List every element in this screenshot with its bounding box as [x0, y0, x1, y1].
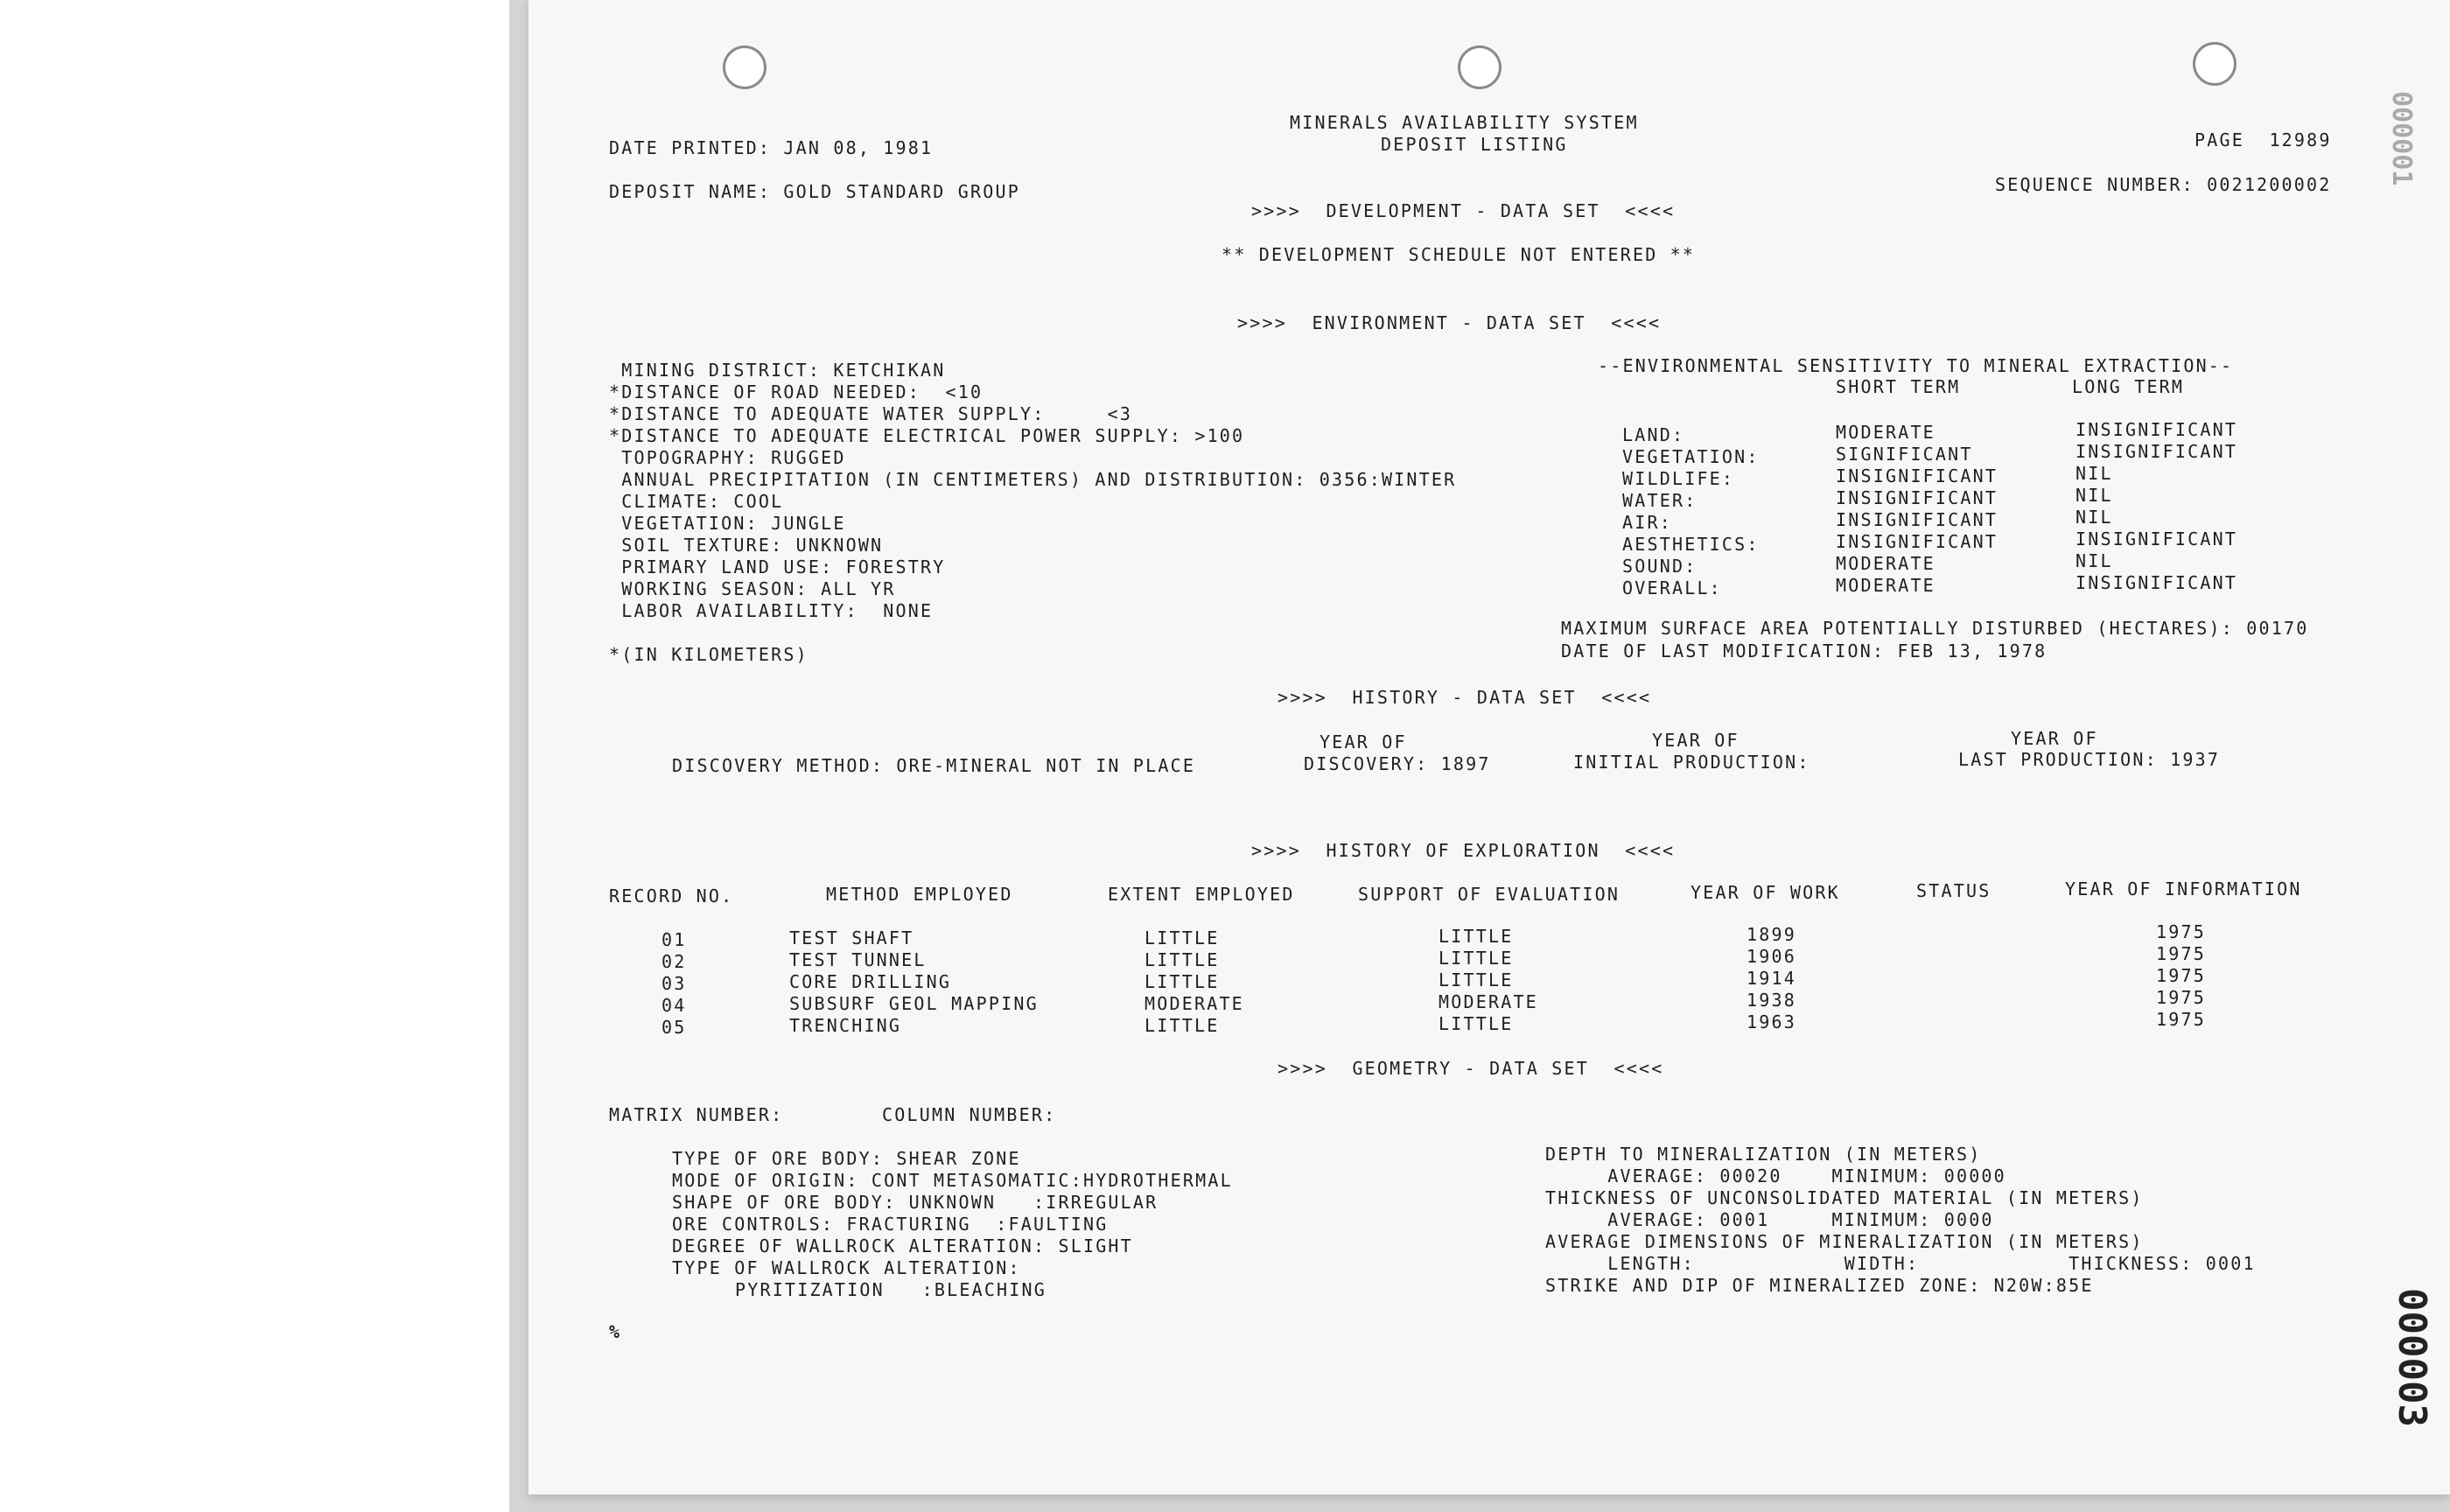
geometry-line: DEGREE OF WALLROCK ALTERATION: SLIGHT [672, 1236, 1133, 1256]
margin-stamp-top: 000001 [2386, 91, 2417, 186]
environment-heading: >>>> ENVIRONMENT - DATA SET <<<< [1237, 312, 1662, 333]
sensitivity-label: AESTHETICS: [1622, 534, 1760, 555]
record-no: 02 [662, 951, 687, 972]
last-modification: DATE OF LAST MODIFICATION: FEB 13, 1978 [1561, 640, 2048, 662]
geometry-measure: AVERAGE: 00020 MINIMUM: 00000 [1545, 1166, 2006, 1186]
environment-line: TOPOGRAPHY: RUGGED [609, 447, 846, 468]
environment-line: *DISTANCE TO ADEQUATE ELECTRICAL POWER SUPPLY: >100 [609, 425, 1245, 446]
date-printed: DATE PRINTED: JAN 08, 1981 [609, 137, 934, 158]
kilometers-footnote: *(IN KILOMETERS) [609, 644, 808, 665]
geometry-measure: AVERAGE: 0001 MINIMUM: 0000 [1545, 1209, 1994, 1230]
punch-hole [723, 46, 766, 89]
extent: LITTLE [1144, 971, 1220, 992]
year-of-work: 1938 [1746, 990, 1796, 1011]
sensitivity-short: INSIGNIFICANT [1836, 531, 1998, 552]
geometry-line: TYPE OF WALLROCK ALTERATION: [672, 1257, 1021, 1278]
sensitivity-label: WILDLIFE: [1622, 468, 1735, 489]
sensitivity-label: WATER: [1622, 490, 1698, 511]
environment-line: *DISTANCE OF ROAD NEEDED: <10 [609, 382, 984, 402]
wallrock-alteration-detail: PYRITIZATION :BLEACHING [735, 1279, 1047, 1300]
sensitivity-short: MODERATE [1836, 575, 1936, 596]
sensitivity-long: INSIGNIFICANT [2076, 441, 2238, 462]
sensitivity-long: NIL [2076, 463, 2113, 484]
support: LITTLE [1438, 926, 1514, 947]
sensitivity-label: VEGETATION: [1622, 446, 1760, 467]
extent: LITTLE [1144, 1015, 1220, 1036]
year-of-work: 1899 [1746, 924, 1796, 945]
year-of-info: 1975 [2156, 1009, 2206, 1030]
development-note: ** DEVELOPMENT SCHEDULE NOT ENTERED ** [1222, 244, 1696, 265]
last-production: LAST PRODUCTION: 1937 [1958, 749, 2221, 770]
column-number: COLUMN NUMBER: [882, 1104, 1057, 1125]
method: TEST TUNNEL [789, 949, 927, 970]
geometry-heading: >>>> GEOMETRY - DATA SET <<<< [1278, 1058, 1664, 1079]
sensitivity-long: INSIGNIFICANT [2076, 419, 2238, 440]
sensitivity-short: MODERATE [1836, 422, 1936, 443]
year-of-info: 1975 [2156, 965, 2206, 986]
max-surface-area: MAXIMUM SURFACE AREA POTENTIALLY DISTURBED (HECTARES): 00170 [1561, 618, 2309, 639]
year-of-work: 1906 [1746, 946, 1796, 967]
year-of-work: 1963 [1746, 1012, 1796, 1032]
environment-line: *DISTANCE TO ADEQUATE WATER SUPPLY: <3 [609, 403, 1133, 424]
geometry-line: MODE OF ORIGIN: CONT METASOMATIC:HYDROTHERMAL [672, 1170, 1233, 1191]
col-status: STATUS [1916, 880, 1992, 901]
sequence-number: SEQUENCE NUMBER: 0021200002 [1995, 174, 2332, 195]
record-no: 03 [662, 973, 687, 994]
col-extent: EXTENT EMPLOYED [1108, 884, 1295, 905]
col-method: METHOD EMPLOYED [826, 884, 1013, 905]
geometry-measure: THICKNESS OF UNCONSOLIDATED MATERIAL (IN METERS) [1545, 1187, 2144, 1208]
sensitivity-label: OVERALL: [1622, 578, 1722, 598]
year-of-info: 1975 [2156, 943, 2206, 964]
geometry-line: TYPE OF ORE BODY: SHEAR ZONE [672, 1148, 1021, 1169]
year-of-label: YEAR OF [2011, 728, 2098, 749]
extent: LITTLE [1144, 928, 1220, 948]
short-term-header: SHORT TERM [1836, 376, 1961, 397]
sensitivity-short: INSIGNIFICANT [1836, 466, 1998, 486]
sensitivity-long: NIL [2076, 550, 2113, 571]
sensitivity-label: SOUND: [1622, 556, 1698, 577]
environment-line: MINING DISTRICT: KETCHIKAN [609, 360, 946, 381]
sensitivity-long: NIL [2076, 507, 2113, 528]
initial-production: INITIAL PRODUCTION: [1573, 752, 1810, 773]
geometry-measure: AVERAGE DIMENSIONS OF MINERALIZATION (IN METERS) [1545, 1231, 2144, 1252]
environment-line: CLIMATE: COOL [609, 491, 784, 512]
sensitivity-long: INSIGNIFICANT [2076, 572, 2238, 593]
matrix-number: MATRIX NUMBER: [609, 1104, 784, 1125]
environment-line: LABOR AVAILABILITY: NONE [609, 600, 934, 621]
geometry-measure: LENGTH: WIDTH: THICKNESS: 0001 [1545, 1253, 2256, 1274]
environment-line: WORKING SEASON: ALL YR [609, 578, 896, 599]
support: MODERATE [1438, 991, 1538, 1012]
sensitivity-short: SIGNIFICANT [1836, 444, 1973, 465]
col-record-no: RECORD NO. [609, 886, 734, 906]
geometry-measure: DEPTH TO MINERALIZATION (IN METERS) [1545, 1144, 1982, 1165]
geometry-line: ORE CONTROLS: FRACTURING :FAULTING [672, 1214, 1109, 1235]
geometry-measure: STRIKE AND DIP OF MINERALIZED ZONE: N20W:85E [1545, 1275, 2094, 1296]
margin-stamp-bottom: 000003 [2390, 1288, 2434, 1427]
sensitivity-short: INSIGNIFICANT [1836, 487, 1998, 508]
support: LITTLE [1438, 948, 1514, 969]
method: TRENCHING [789, 1015, 902, 1036]
year-of-info: 1975 [2156, 987, 2206, 1008]
record-no: 04 [662, 995, 687, 1016]
support: LITTLE [1438, 1013, 1514, 1034]
sensitivity-long: INSIGNIFICANT [2076, 528, 2238, 550]
sensitivity-long: NIL [2076, 485, 2113, 506]
year-of-label: YEAR OF [1652, 730, 1740, 751]
col-year-of-info: YEAR OF INFORMATION [2065, 878, 2302, 900]
environment-line: VEGETATION: JUNGLE [609, 513, 846, 534]
method: SUBSURF GEOL MAPPING [789, 993, 1039, 1014]
environment-line: SOIL TEXTURE: UNKNOWN [609, 535, 884, 556]
year-of-info: 1975 [2156, 921, 2206, 942]
long-term-header: LONG TERM [2072, 376, 2185, 397]
col-year-of-work: YEAR OF WORK [1690, 882, 1840, 903]
development-heading: >>>> DEVELOPMENT - DATA SET <<<< [1251, 200, 1676, 221]
year-of-label: YEAR OF [1320, 732, 1407, 752]
deposit-name: DEPOSIT NAME: GOLD STANDARD GROUP [609, 181, 1020, 202]
listing-title: DEPOSIT LISTING [1381, 134, 1568, 155]
record-no: 01 [662, 929, 687, 950]
punch-hole [1458, 46, 1502, 89]
sensitivity-short: INSIGNIFICANT [1836, 509, 1998, 530]
discovery-year: DISCOVERY: 1897 [1304, 753, 1491, 774]
extent: MODERATE [1144, 993, 1244, 1014]
extent: LITTLE [1144, 949, 1220, 970]
method: CORE DRILLING [789, 971, 952, 992]
col-support: SUPPORT OF EVALUATION [1358, 884, 1620, 905]
exploration-heading: >>>> HISTORY OF EXPLORATION <<<< [1251, 840, 1676, 861]
printout-sheet [528, 0, 2450, 1494]
discovery-method: DISCOVERY METHOD: ORE-MINERAL NOT IN PLACE [672, 755, 1196, 776]
punch-hole [2193, 42, 2236, 86]
method: TEST SHAFT [789, 928, 914, 948]
record-no: 05 [662, 1017, 687, 1038]
page-number: PAGE 12989 [2194, 130, 2332, 150]
footer-mark: % [609, 1321, 622, 1342]
support: LITTLE [1438, 970, 1514, 990]
geometry-line: SHAPE OF ORE BODY: UNKNOWN :IRREGULAR [672, 1192, 1158, 1213]
environment-line: ANNUAL PRECIPITATION (IN CENTIMETERS) AND DISTRIBUTION: 0356:WINTER [609, 469, 1457, 490]
sensitivity-label: LAND: [1622, 424, 1685, 445]
history-heading: >>>> HISTORY - DATA SET <<<< [1278, 687, 1652, 708]
sensitivity-title: --ENVIRONMENTAL SENSITIVITY TO MINERAL EXTRACTION-- [1598, 355, 2234, 376]
system-title: MINERALS AVAILABILITY SYSTEM [1290, 112, 1639, 133]
environment-line: PRIMARY LAND USE: FORESTRY [609, 556, 946, 578]
sensitivity-label: AIR: [1622, 512, 1672, 533]
year-of-work: 1914 [1746, 968, 1796, 989]
sensitivity-short: MODERATE [1836, 553, 1936, 574]
